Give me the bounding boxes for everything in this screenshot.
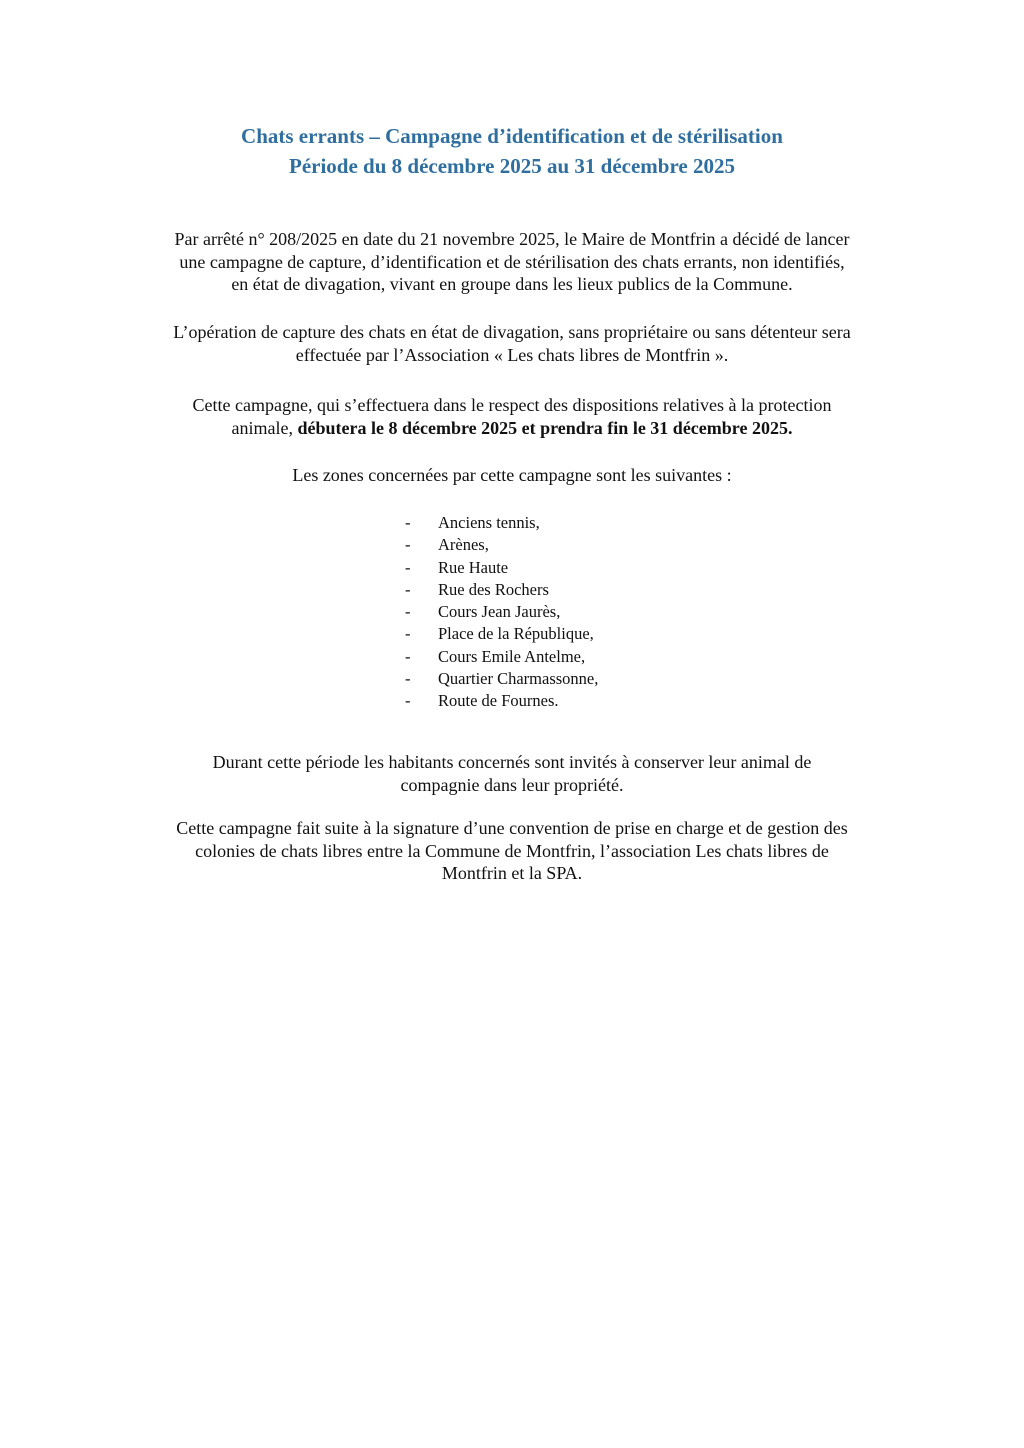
zones-list bbox=[405, 512, 598, 713]
title-line-2: Période du 8 décembre 2025 au 31 décembre 2025 bbox=[289, 154, 735, 178]
document-title bbox=[0, 121, 1024, 181]
zone-label: Anciens tennis, bbox=[438, 513, 540, 532]
paragraph-line: Cette campagne fait suite à la signature d’une convention de prise en charge et de gestion des bbox=[176, 818, 848, 838]
dash-bullet: - bbox=[405, 602, 411, 622]
list-item bbox=[405, 601, 598, 623]
paragraph-convention bbox=[0, 817, 1024, 885]
paragraph-capture bbox=[0, 321, 1024, 366]
zone-label: Place de la République, bbox=[438, 624, 594, 644]
title-line-1: Chats errants – Campagne d’identification et de stérilisation bbox=[241, 124, 783, 148]
paragraph-zones-intro bbox=[0, 464, 1024, 487]
list-item bbox=[405, 646, 598, 668]
zone-label: Quartier Charmassonne, bbox=[438, 669, 599, 689]
zone-label: Arènes, bbox=[438, 535, 489, 555]
list-item bbox=[405, 623, 598, 645]
paragraph-line: Durant cette période les habitants concernés sont invités à conserver leur animal de bbox=[212, 752, 812, 772]
paragraph-line bbox=[0, 417, 1024, 440]
paragraph-line: colonies de chats libres entre la Commune de Montfrin, l’association Les chats libres de bbox=[195, 840, 829, 861]
dash-bullet: - bbox=[405, 557, 411, 577]
list-item bbox=[405, 557, 598, 579]
paragraph-line: Montfrin et la SPA. bbox=[441, 863, 583, 883]
paragraph-line: Les zones concernées par cette campagne sont les suivantes : bbox=[292, 465, 732, 485]
paragraph-line: L’opération de capture des chats en état de divagation, sans propriétaire ou sans détenteur sera bbox=[173, 322, 851, 342]
dash-bullet: - bbox=[405, 624, 411, 644]
list-item bbox=[405, 534, 598, 556]
list-item bbox=[405, 690, 598, 712]
dash-bullet: - bbox=[405, 646, 411, 666]
paragraph-line: Cette campagne, qui s’effectuera dans le respect des dispositions relatives à la protection bbox=[192, 395, 832, 415]
list-item bbox=[405, 512, 598, 534]
paragraph-line: en état de divagation, vivant en groupe dans les lieux publics de la Commune. bbox=[231, 274, 793, 294]
dash-bullet: - bbox=[405, 513, 411, 532]
paragraph-residents bbox=[0, 751, 1024, 796]
dash-bullet: - bbox=[405, 579, 411, 599]
paragraph-text: animale, bbox=[231, 417, 298, 438]
paragraph-line: Par arrêté n° 208/2025 en date du 21 novembre 2025, le Maire de Montfrin a décidé de lancer bbox=[174, 229, 850, 249]
paragraph-arrete bbox=[0, 228, 1024, 296]
zone-label: Rue des Rochers bbox=[438, 579, 549, 599]
zone-label: Cours Jean Jaurès, bbox=[438, 602, 561, 622]
dash-bullet: - bbox=[405, 669, 411, 689]
zone-label: Rue Haute bbox=[438, 557, 509, 577]
zone-label: Route de Fournes. bbox=[438, 691, 559, 711]
list-item bbox=[405, 579, 598, 601]
paragraph-line: effectuée par l’Association « Les chats libres de Montfrin ». bbox=[295, 344, 729, 365]
paragraph-line: une campagne de capture, d’identification et de stérilisation des chats errants, non identifiés, bbox=[179, 251, 845, 272]
dash-bullet: - bbox=[405, 691, 411, 711]
campaign-dates-bold: débutera le 8 décembre 2025 et prendra fin le 31 décembre 2025. bbox=[297, 417, 793, 438]
paragraph-line: compagnie dans leur propriété. bbox=[400, 774, 624, 795]
paragraph-campaign-dates bbox=[0, 394, 1024, 439]
list-item bbox=[405, 668, 598, 690]
dash-bullet: - bbox=[405, 535, 411, 555]
zone-label: Cours Emile Antelme, bbox=[438, 646, 586, 666]
